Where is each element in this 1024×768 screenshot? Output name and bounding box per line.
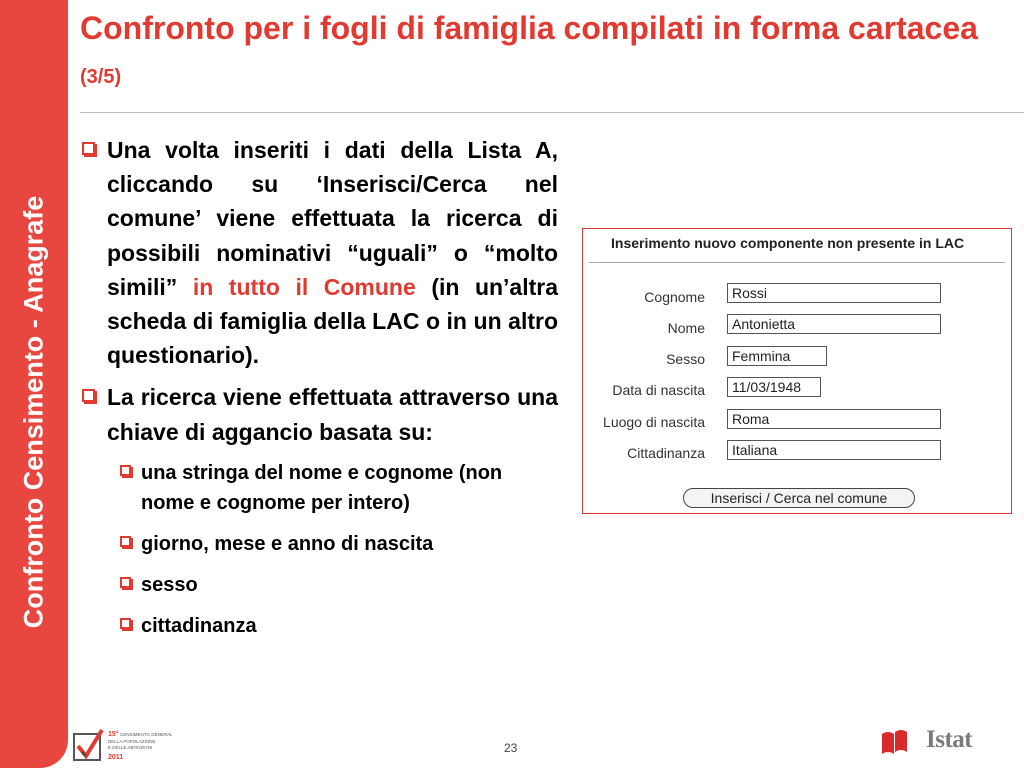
bullet-highlight: in tutto il Comune bbox=[192, 273, 416, 300]
census-logo-line3: E DELLE ABITAZIONI bbox=[108, 745, 153, 750]
istat-logo bbox=[882, 726, 982, 756]
square-bullet-icon bbox=[82, 389, 95, 402]
slide-title-part: (3/5) bbox=[80, 66, 122, 88]
bullet-item bbox=[80, 133, 558, 372]
square-bullet-icon bbox=[120, 465, 131, 476]
form-label-data-nascita: Data di nascita bbox=[612, 382, 705, 398]
bullet-text bbox=[107, 133, 558, 372]
subbullet-text: giorno, mese e anno di nascita bbox=[141, 532, 434, 555]
form-label-cognome: Cognome bbox=[644, 289, 705, 305]
form-title: Inserimento nuovo componente non presente in LAC bbox=[611, 235, 965, 251]
form-label-sesso: Sesso bbox=[666, 351, 705, 367]
bullet-item bbox=[80, 380, 558, 448]
data-nascita-input[interactable] bbox=[727, 377, 821, 397]
title-divider bbox=[80, 112, 1024, 113]
subbullet-item bbox=[120, 611, 558, 641]
sidebar-label: Confronto Censimento - Anagrafe bbox=[18, 195, 49, 629]
subbullet-text: cittadinanza bbox=[141, 614, 257, 637]
istat-logo-text: Istat bbox=[926, 726, 973, 753]
cittadinanza-input[interactable] bbox=[727, 440, 941, 460]
subbullet-list bbox=[120, 458, 558, 641]
census-check-logo-icon bbox=[72, 728, 172, 764]
istat-flags-logo-icon bbox=[882, 728, 920, 754]
subbullet-text: sesso bbox=[141, 573, 198, 596]
subbullet-text: una stringa del nome e cognome (non nome e cognome per intero) bbox=[141, 461, 503, 514]
luogo-nascita-input[interactable] bbox=[727, 409, 941, 429]
subbullet-item bbox=[120, 529, 558, 559]
census-logo-line1: CENSIMENTO GENERALE bbox=[120, 732, 172, 737]
census-logo-line2: DELLA POPOLAZIONE bbox=[108, 739, 156, 744]
square-bullet-icon bbox=[120, 618, 131, 629]
sidebar bbox=[0, 0, 68, 768]
bullet-text-after: (in un’altra scheda di famiglia della LAC o in un altro questionario). bbox=[107, 273, 559, 369]
census-logo-number: 15° bbox=[108, 731, 119, 738]
form-divider bbox=[589, 262, 1005, 263]
bullet-text: La ricerca viene effettuata attraverso una chiave di aggancio basata su: bbox=[107, 384, 558, 445]
slide-title-main: Confronto per i fogli di famiglia compilati in forma cartacea bbox=[80, 10, 978, 46]
subbullet-item bbox=[120, 570, 558, 600]
page-number: 23 bbox=[504, 741, 518, 755]
slide-title bbox=[80, 6, 980, 99]
bullet-text-before: Una volta inseriti i dati della Lista A, cliccando su ‘Inserisci/Cerca nel comune’ viene effettuata la ricerca di possibili nominativi “uguali” o “molto simili” bbox=[107, 137, 558, 300]
form-label-cittadinanza: Cittadinanza bbox=[627, 445, 705, 461]
square-bullet-icon bbox=[120, 577, 131, 588]
square-bullet-icon bbox=[82, 142, 95, 155]
square-bullet-icon bbox=[120, 536, 131, 547]
census-logo-year: 2011 bbox=[108, 754, 124, 761]
nome-input[interactable] bbox=[727, 314, 941, 334]
form-label-nome: Nome bbox=[667, 320, 705, 336]
slide-content bbox=[80, 133, 558, 652]
subbullet-item bbox=[120, 458, 558, 518]
form-label-luogo-nascita: Luogo di nascita bbox=[603, 414, 705, 430]
form-panel bbox=[582, 228, 1012, 514]
inserisci-cerca-button[interactable]: Inserisci / Cerca nel comune bbox=[683, 488, 915, 508]
sesso-input[interactable] bbox=[727, 346, 827, 366]
cognome-input[interactable] bbox=[727, 283, 941, 303]
